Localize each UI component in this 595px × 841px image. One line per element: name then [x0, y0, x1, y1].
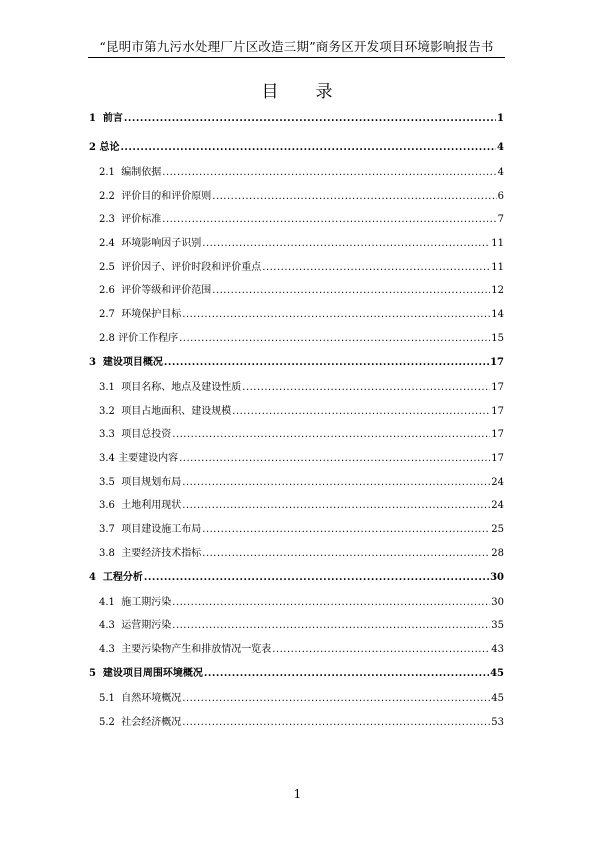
toc-entry-label: 2 总论 — [89, 142, 120, 153]
toc-leader — [204, 668, 489, 680]
toc-entry-label: 4.1 施工期污染 — [99, 596, 172, 608]
toc-entry-page: 6 — [497, 190, 504, 202]
toc-entry-page: 45 — [491, 693, 504, 704]
toc-entry-label: 2.5 评价因子、评价时段和评价重点 — [99, 261, 262, 273]
toc-title: 目 录 — [261, 82, 334, 102]
toc-leader — [202, 548, 490, 560]
toc-entry-page: 17 — [491, 429, 504, 441]
toc-entry[interactable] — [89, 382, 504, 394]
toc-entry[interactable] — [89, 620, 504, 632]
toc-entry[interactable] — [89, 191, 504, 203]
toc-leader — [202, 238, 490, 250]
toc-entry-label: 2.3 评价标准 — [99, 214, 162, 226]
toc-leader — [202, 524, 490, 536]
toc-leader — [212, 285, 490, 297]
toc-entry-page: 1 — [497, 113, 504, 124]
toc-entry-page: 17 — [490, 356, 504, 368]
toc-leader — [212, 191, 496, 203]
toc-entry-page: 43 — [491, 644, 504, 655]
toc-entry-label: 3.4 主要建设内容 — [99, 452, 179, 464]
toc-entry[interactable] — [89, 693, 504, 705]
toc-entry-label: 3.2 项目占地面积、建设规模 — [99, 405, 232, 417]
toc-entry[interactable] — [89, 142, 504, 154]
toc-leader — [172, 597, 490, 609]
toc-entry-label: 1 前言 — [89, 113, 123, 124]
toc-entry[interactable] — [89, 548, 504, 560]
toc-leader — [172, 620, 490, 632]
toc-entry-page: 28 — [491, 547, 504, 559]
toc-entry-page: 53 — [491, 716, 504, 728]
header-rule — [88, 57, 505, 58]
toc-leader — [144, 572, 489, 584]
toc-leader — [179, 333, 490, 345]
toc-entry[interactable] — [89, 644, 504, 656]
toc-entry-page: 45 — [490, 668, 504, 679]
toc-leader — [120, 142, 496, 154]
toc-leader — [182, 717, 490, 729]
toc-entry-label: 2.1 编制依据 — [99, 167, 162, 178]
toc-leader — [182, 309, 490, 321]
toc-entry[interactable] — [89, 429, 504, 441]
toc-entry[interactable] — [89, 597, 504, 609]
toc-entry-page: 25 — [491, 523, 504, 535]
toc-entry[interactable] — [89, 214, 504, 226]
toc-entry-label: 2.4 环境影响因子识别 — [99, 238, 202, 250]
toc-entry[interactable] — [89, 238, 504, 250]
toc-entry-page: 30 — [491, 596, 504, 608]
toc-leader — [182, 693, 490, 705]
toc-entry-page: 24 — [491, 476, 504, 488]
toc-entry-page: 14 — [491, 309, 504, 321]
toc-entry-label: 2.7 环境保护目标 — [99, 309, 182, 321]
toc-entry-label: 4 工程分析 — [89, 571, 143, 583]
toc-leader — [179, 453, 490, 465]
toc-entry-label: 3.7 项目建设施工布局 — [99, 523, 202, 535]
toc-entry[interactable] — [89, 167, 504, 179]
toc-entry[interactable] — [89, 453, 504, 465]
toc-entry-label: 2.8 评价工作程序 — [99, 332, 179, 344]
toc-entry-label: 3 建设项目概况 — [89, 356, 163, 368]
toc-entry-page: 7 — [497, 214, 504, 226]
toc-entry[interactable] — [89, 113, 504, 125]
toc-entry-page: 11 — [491, 261, 504, 273]
toc-entry-page: 17 — [491, 452, 504, 464]
toc-entry-label: 3.6 土地利用现状 — [99, 500, 182, 512]
toc-entry-label: 3.8 主要经济技术指标 — [99, 547, 202, 559]
page-number: 1 — [293, 787, 302, 801]
toc-entry-page: 17 — [491, 381, 504, 393]
toc-entry-page: 12 — [491, 285, 504, 297]
toc-entry[interactable] — [89, 717, 504, 729]
toc-leader — [172, 429, 490, 441]
toc-leader — [182, 477, 490, 489]
toc-entry[interactable] — [89, 477, 504, 489]
toc-entry-label: 3.5 项目规划布局 — [99, 476, 182, 488]
toc-entry[interactable] — [89, 262, 504, 274]
toc-leader — [124, 113, 496, 125]
toc-entry[interactable] — [89, 357, 504, 369]
toc-entry[interactable] — [89, 285, 504, 297]
toc-entry-label: 3.3 项目总投资 — [99, 429, 172, 441]
toc-entry-page: 15 — [491, 332, 504, 344]
toc-leader — [164, 357, 489, 369]
document-header: “昆明市第九污水处理厂片区改造三期”商务区开发项目环境影响报告书 — [99, 39, 494, 54]
toc-leader — [272, 644, 490, 656]
toc-entry[interactable] — [89, 500, 504, 512]
toc-leader — [182, 500, 490, 512]
toc-entry-page: 17 — [491, 405, 504, 417]
toc-leader — [162, 167, 496, 179]
toc-leader — [232, 406, 490, 418]
toc-entry-label: 5.2 社会经济概况 — [99, 716, 182, 728]
toc-entry-page: 4 — [497, 167, 504, 178]
toc-entry-page: 11 — [491, 238, 504, 250]
toc-leader — [162, 214, 496, 226]
toc-entry-label: 5.1 自然环境概况 — [99, 693, 182, 704]
toc-entry-label: 4.3 主要污染物产生和排放情况一览表 — [99, 644, 272, 655]
toc-leader — [242, 382, 490, 394]
toc-leader — [262, 262, 490, 274]
toc-entry[interactable] — [89, 572, 504, 584]
toc-entry[interactable] — [89, 406, 504, 418]
toc-entry-page: 35 — [491, 620, 504, 632]
toc-entry-label: 2.6 评价等级和评价范围 — [99, 285, 212, 297]
toc-entry-label: 4.3 运营期污染 — [99, 620, 172, 632]
toc-entry[interactable] — [89, 668, 504, 680]
toc-entry-label: 5 建设项目周围环境概况 — [89, 668, 203, 679]
toc-entry-label: 3.1 项目名称、地点及建设性质 — [99, 381, 242, 393]
toc-entry[interactable] — [89, 309, 504, 321]
toc-entry-label: 2.2 评价目的和评价原则 — [99, 190, 212, 202]
table-of-contents — [89, 113, 504, 729]
toc-entry[interactable] — [89, 524, 504, 536]
toc-entry-page: 4 — [497, 142, 504, 153]
toc-entry-page: 30 — [490, 571, 504, 583]
toc-entry[interactable] — [89, 333, 504, 345]
toc-entry-page: 24 — [491, 500, 504, 512]
